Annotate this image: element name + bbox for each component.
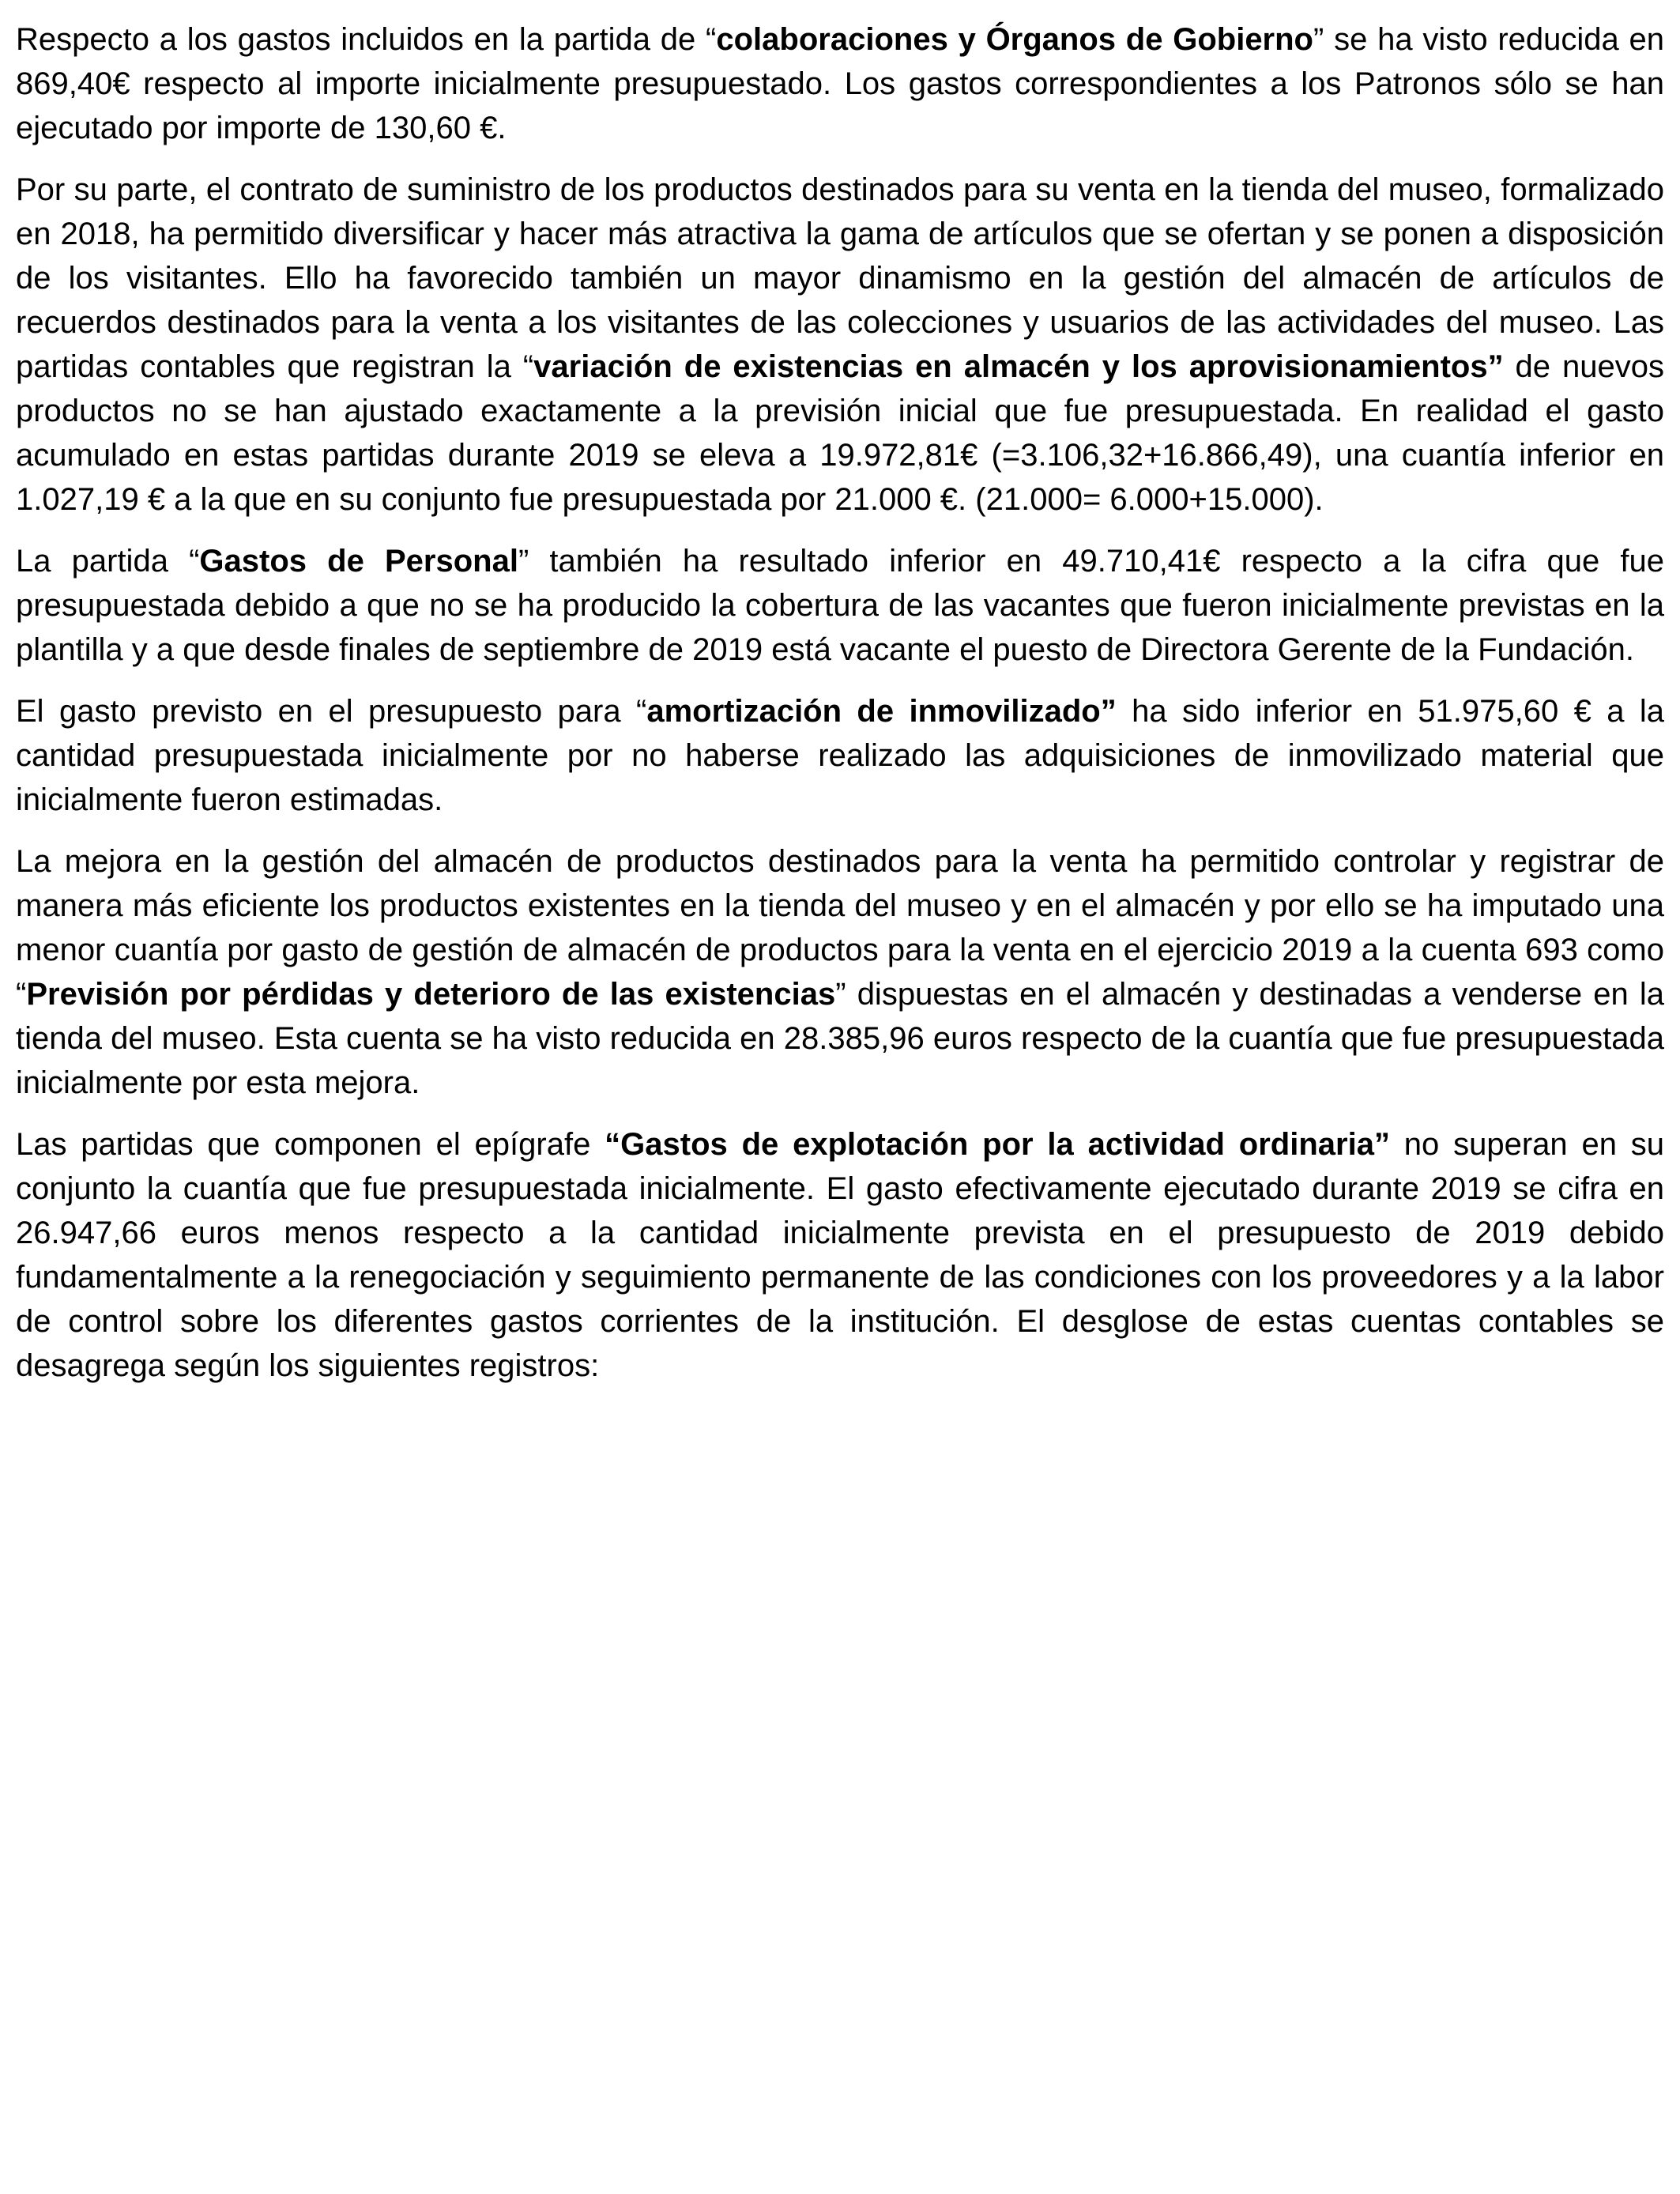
text-segment: La mejora en la gestión del almacén de productos destinados para la venta ha permitido controlar y registrar de manera más eficiente los productos existentes en la tienda del museo y en el almacén y por ello se ha imputado una menor cuantía por gasto de gestión de almacén de productos para la venta en el ejercicio 2019 a la cuenta 693 como “ [16, 844, 1664, 1012]
text-segment: de nuevos productos no se han ajustado exactamente a la previsión inicial que fue presupuestada. En realidad el gasto acumulado en estas partidas durante 2019 se eleva a 19.972,81€ (=3.106,32+16.866,49), una cuantía inferior en 1.027,19 € a la que en su conjunto fue presupuestada por 21.000 €. (21.000= 6.000+15.000). [16, 349, 1664, 517]
paragraph-gastos-explotacion [16, 1122, 1664, 1388]
text-segment: La partida “ [16, 544, 200, 579]
text-segment: El gasto previsto en el presupuesto para “ [16, 694, 647, 729]
text-segment: no superan en su conjunto la cuantía que fue presupuestada inicialmente. El gasto efectivamente ejecutado durante 2019 se cifra en 26.947,66 euros menos respecto a la cantidad inicialmente prevista en el presupuesto de 2019 debido fundamentalmente a la renegociación y seguimiento permanente de las condiciones con los proveedores y a la labor de control sobre los diferentes gastos corrientes de la institución. El desglose de estas cuentas contables se desagrega según los siguientes registros: [16, 1127, 1665, 1383]
paragraph-suministro [16, 168, 1664, 522]
paragraph-colaboraciones [16, 17, 1664, 150]
text-segment: ” se ha visto reducida en 869,40€ respecto al importe inicialmente presupuestado. Los gastos correspondientes a los Patronos sólo se han ejecutado por importe de 130,60 €. [16, 22, 1664, 145]
text-segment: Las partidas que componen el epígrafe [16, 1127, 605, 1162]
document-page [16, 17, 1664, 1405]
bold-term-prevision-perdidas: Previsión por pérdidas y deterioro de las existencias [26, 977, 836, 1012]
bold-term-gastos-personal: Gastos de Personal [199, 544, 518, 579]
bold-term-colaboraciones: colaboraciones y Órganos de Gobierno [716, 22, 1313, 57]
text-segment: Respecto a los gastos incluidos en la partida de “ [16, 22, 717, 57]
bold-term-variacion-existencias: variación de existencias en almacén y los aprovisionamientos” [533, 349, 1504, 384]
text-segment: Por su parte, el contrato de suministro de los productos destinados para su venta en la tienda del museo, formalizado en 2018, ha permitido diversificar y hacer más atractiva la gama de artículos que se ofertan y se ponen a disposición de los visitantes. Ello ha favorecido también un mayor dinamismo en la gestión del almacén de artículos de recuerdos destinados para la venta a los visitantes de las colecciones y usuarios de las actividades del museo. Las partidas contables que registran la “ [16, 172, 1664, 384]
bold-term-gastos-explotacion: “Gastos de explotación por la actividad ordinaria” [605, 1127, 1390, 1162]
bold-term-amortizacion: amortización de inmovilizado” [646, 694, 1117, 729]
text-segment: ” dispuestas en el almacén y destinadas a venderse en la tienda del museo. Esta cuenta se ha visto reducida en 28.385,96 euros respecto de la cuantía que fue presupuestada inicialmente por esta mejora. [16, 977, 1664, 1100]
paragraph-gastos-personal [16, 539, 1664, 672]
paragraph-amortizacion [16, 689, 1664, 822]
text-segment: ” también ha resultado inferior en 49.710,41€ respecto a la cifra que fue presupuestada debido a que no se ha producido la cobertura de las vacantes que fueron inicialmente previstas en la plantilla y a que desde finales de septiembre de 2019 está vacante el puesto de Directora Gerente de la Fundación. [16, 544, 1665, 667]
paragraph-almacen [16, 839, 1664, 1105]
text-segment: ha sido inferior en 51.975,60 € a la cantidad presupuestada inicialmente por no haberse realizado las adquisiciones de inmovilizado material que inicialmente fueron estimadas. [16, 694, 1665, 817]
